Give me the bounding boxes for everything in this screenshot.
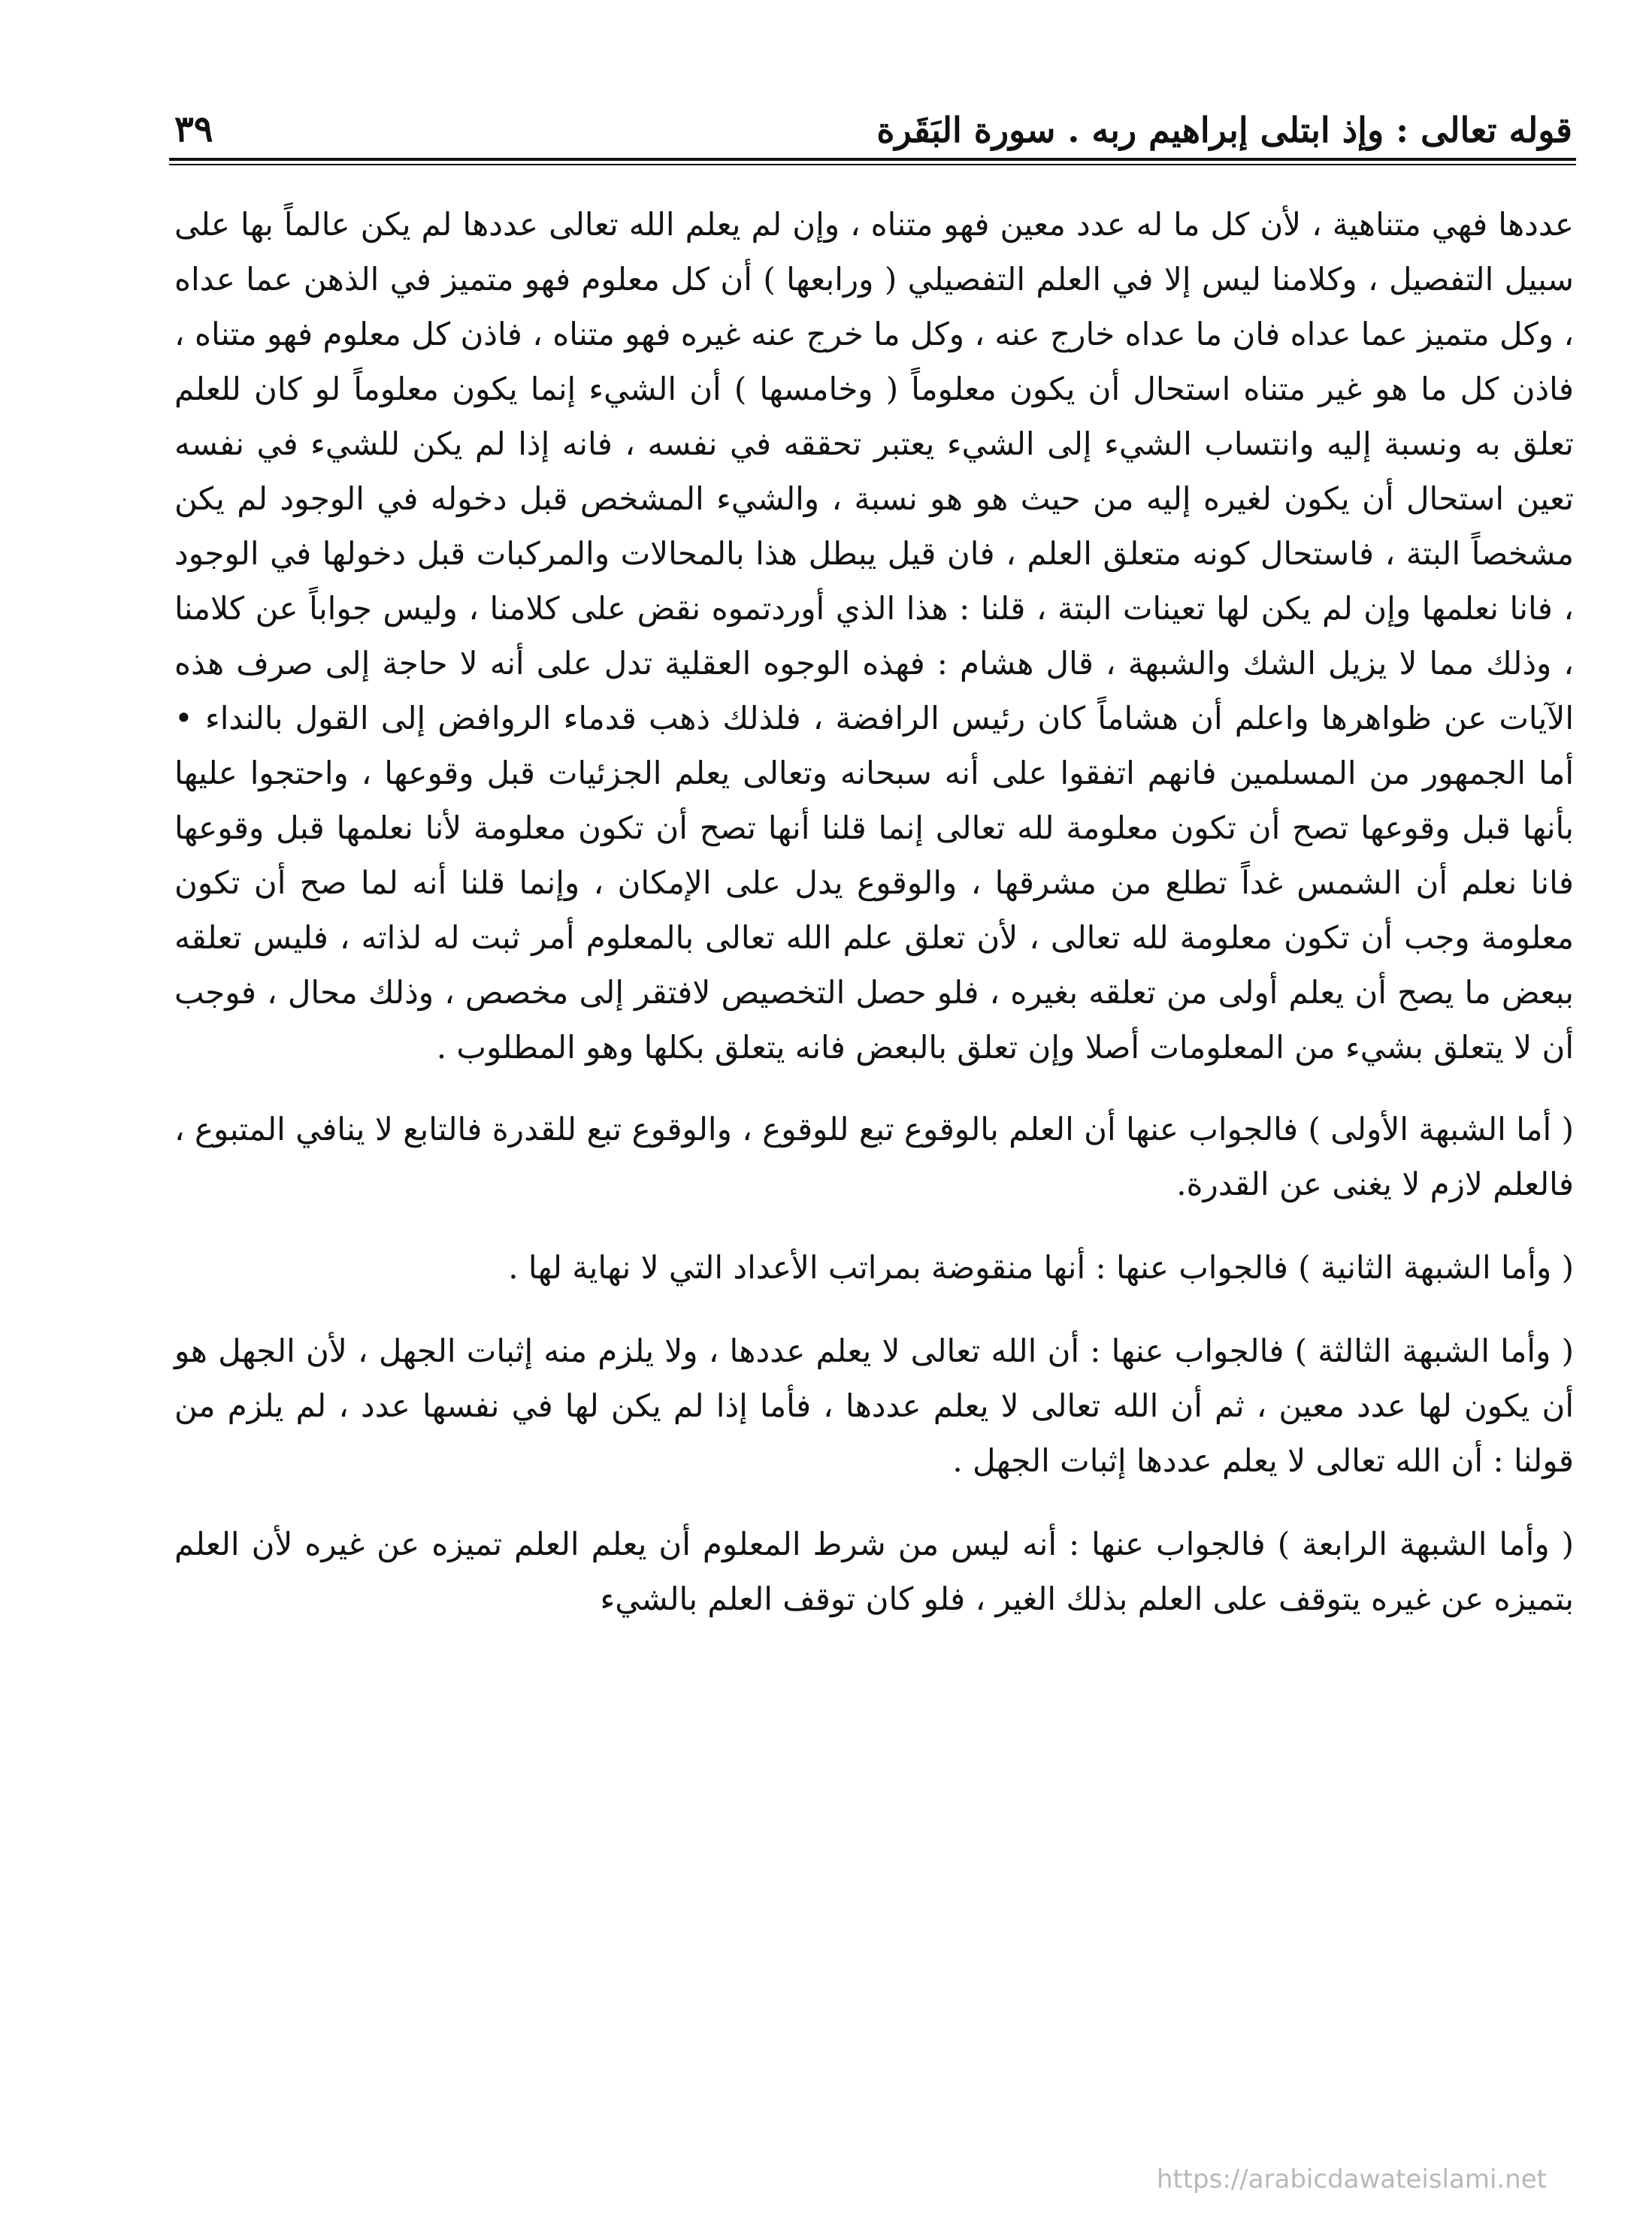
page-number: ٣٩ [174, 108, 213, 150]
paragraph-first-objection: ( أما الشبهة الأولى ) فالجواب عنها أن العلم بالوقوع تبع للوقوع ، والوقوع تبع للقدرة فالتابع لا ينافي المتبوع ، فالعلم لازم لا يغنى عن القدرة. [174, 1111, 1574, 1202]
paragraph-second-objection: ( وأما الشبهة الثانية ) فالجواب عنها : أنها منقوضة بمراتب الأعداد التي لا نهاية لها . [508, 1249, 1574, 1286]
paragraph-main: عددها فهي متناهية ، لأن كل ما له عدد معين فهو متناه ، وإن لم يعلم الله تعالى عددها لم يكن عالماً بها على سبيل التفصيل ، وكلامنا ليس إلا في العلم التفصيلي ( ورابعها ) أن كل معلوم فهو متميز في الذهن عما عداه ، وكل متميز عما عداه فان ما عداه خارج عنه ، وكل ما خرج عنه غيره فهو متناه ، فاذن كل معلوم فهو متناه ، فاذن كل ما هو غير متناه استحال أن يكون معلوماً ( وخامسها ) أن الشيء إنما يكون معلوماً لو كان للعلم تعلق به ونسبة إليه وانتساب الشيء إلى الشيء يعتبر تحققه في نفسه ، فانه إذا لم يكن للشيء في نفسه تعين استحال أن يكون لغيره إليه من حيث هو هو نسبة ، والشيء المشخص قبل دخوله في الوجود لم يكن مشخصاً البتة ، فاستحال كونه متعلق العلم ، فان قيل يبطل هذا بالمحالات والمركبات قبل دخولها في الوجود ، فانا نعلمها وإن لم يكن لها تعينات البتة ، قلنا : هذا الذي أوردتموه نقض على كلامنا ، وليس جواباً عن كلامنا ، وذلك مما لا يزيل الشك والشبهة ، قال هشام : فهذه الوجوه العقلية تدل على أنه لا حاجة إلى صرف هذه الآيات عن ظواهرها واعلم أن هشاماً كان رئيس الرافضة ، فلذلك ذهب قدماء الروافض إلى القول بالنداء • أما الجمهور من المسلمين فانهم اتفقوا على أنه سبحانه وتعالى يعلم الجزئيات قبل وقوعها ، واحتجوا عليها بأنها قبل وقوعها تصح أن تكون معلومة لله تعالى إنما قلنا أنها تصح أن تكون معلومة لأنا نعلمها قبل وقوعها فانا نعلم أن الشمس غداً تطلع من مشرقها ، والوقوع يدل على الإمكان ، وإنما قلنا أنه لما صح أن تكون معلومة وجب أن تكون معلومة لله تعالى ، لأن تعلق علم الله تعالى بالمعلوم أمر ثبت له لذاته ، فليس تعلقه ببعض ما يصح أن يعلم أولى من تعلقه بغيره ، فلو حصل التخصيص لافتقر إلى مخصص ، وذلك محال ، فوجب أن لا يتعلق بشيء من المعلومات أصلا وإن تعلق بالبعض فانه يتعلق بكلها وهو المطلوب . [174, 206, 1574, 1066]
header-rule [169, 158, 1576, 165]
body-text [174, 197, 1574, 1626]
running-title: قوله تعالى : وإذ ابتلى إبراهيم ربه . سورة البَقَرة [876, 110, 1572, 150]
source-watermark: https://arabicdawateislami.net [1156, 2164, 1547, 2194]
page-header [174, 75, 1572, 150]
paragraph-fourth-objection: ( وأما الشبهة الرابعة ) فالجواب عنها : أنه ليس من شرط المعلوم أن يعلم العلم تميزه عن غيره لأن العلم بتميزه عن غيره يتوقف على العلم بذلك الغير ، فلو كان توقف العلم بالشيء [174, 1526, 1574, 1617]
paragraph-third-objection: ( وأما الشبهة الثالثة ) فالجواب عنها : أن الله تعالى لا يعلم عددها ، ولا يلزم منه إثبات الجهل ، لأن الجهل هو أن يكون لها عدد معين ، ثم أن الله تعالى لا يعلم عددها ، فأما إذا لم يكن لها في نفسها عدد ، لم يلزم من قولنا : أن الله تعالى لا يعلم عددها إثبات الجهل . [174, 1332, 1574, 1479]
